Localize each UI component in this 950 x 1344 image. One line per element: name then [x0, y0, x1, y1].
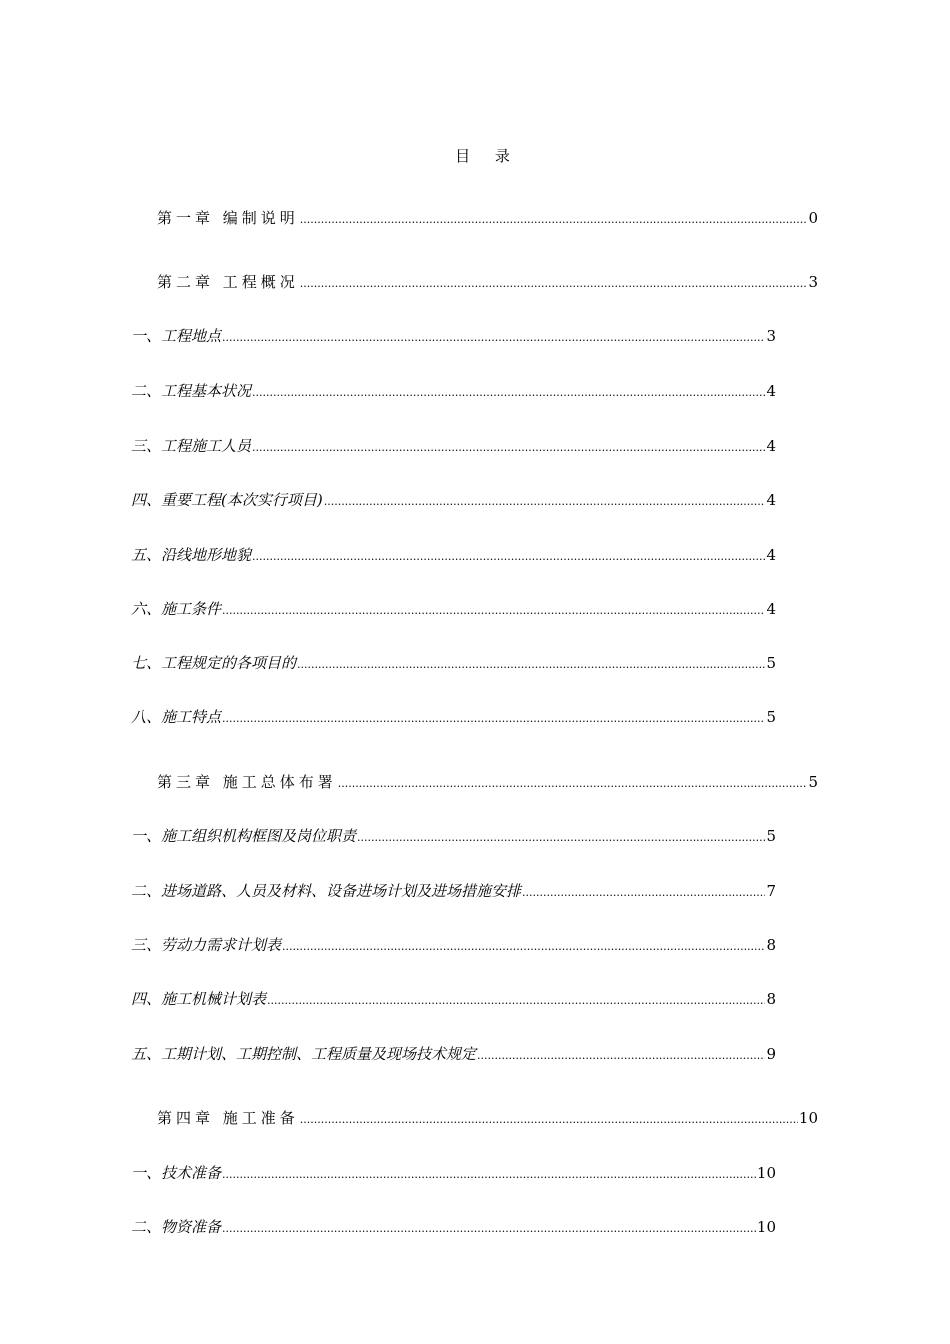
toc-section[interactable]	[131, 545, 776, 567]
toc-leader-dots	[222, 709, 765, 729]
toc-section[interactable]	[131, 1217, 776, 1239]
toc-entry-label: 第二章 工程概况	[157, 273, 299, 291]
toc-page-number: 5	[766, 654, 776, 672]
toc-leader-dots	[222, 1219, 756, 1239]
toc-entry-label: 六、施工条件	[131, 600, 222, 618]
toc-chapter-2[interactable]	[157, 272, 818, 294]
toc-leader-dots	[522, 883, 765, 903]
toc-page-number: 3	[766, 327, 776, 345]
toc-leader-dots	[477, 1046, 765, 1066]
toc-leader-dots	[222, 601, 765, 621]
toc-chapter-1[interactable]	[157, 208, 818, 230]
toc-leader-dots	[252, 383, 765, 403]
toc-entry-label: 四、施工机械计划表	[131, 990, 267, 1008]
toc-entry-label: 七、工程规定的各项目的	[131, 654, 297, 672]
toc-page-number: 9	[766, 1045, 776, 1063]
toc-page-number: 4	[766, 382, 776, 400]
toc-chapter-3[interactable]	[157, 772, 818, 794]
toc-page-number: 7	[766, 882, 776, 900]
toc-section[interactable]	[131, 490, 776, 512]
toc-entry-label: 五、沿线地形地貌	[131, 546, 252, 564]
toc-entry-label: 一、工程地点	[131, 327, 222, 345]
toc-section[interactable]	[131, 653, 776, 675]
toc-section[interactable]	[131, 326, 776, 348]
toc-section[interactable]	[131, 381, 776, 403]
toc-section[interactable]	[131, 707, 776, 729]
toc-page-number: 5	[766, 827, 776, 845]
toc-page-number: 0	[808, 209, 818, 227]
toc-leader-dots	[324, 492, 766, 512]
toc-page-number: 8	[766, 990, 776, 1008]
toc-leader-dots	[300, 274, 808, 294]
toc-entry-label: 二、物资准备	[131, 1218, 222, 1236]
toc-entry-label: 三、工程施工人员	[131, 437, 252, 455]
toc-leader-dots	[357, 828, 765, 848]
toc-page-number: 3	[808, 273, 818, 291]
toc-page-number: 8	[766, 936, 776, 954]
toc-entry-label: 三、劳动力需求计划表	[131, 936, 282, 954]
toc-page-number: 5	[766, 708, 776, 726]
toc-section[interactable]	[131, 989, 776, 1011]
toc-entry-label: 第一章 编制说明	[157, 209, 299, 227]
toc-entry-label: 第三章 施工总体布署	[157, 773, 337, 791]
toc-leader-dots	[282, 937, 765, 957]
toc-entry-label: 第四章 施工准备	[157, 1109, 299, 1127]
toc-entry-label: 八、施工特点	[131, 708, 222, 726]
toc-leader-dots	[297, 655, 765, 675]
page-title: 目 录	[455, 147, 520, 165]
toc-entry-label: 五、工期计划、工期控制、工程质量及现场技术规定	[131, 1045, 477, 1063]
toc-page-number: 10	[798, 1109, 818, 1127]
toc-leader-dots	[300, 210, 808, 230]
toc-page-number: 4	[766, 546, 776, 564]
toc-section[interactable]	[131, 1163, 776, 1185]
toc-entry-label: 一、技术准备	[131, 1164, 222, 1182]
toc-leader-dots	[252, 547, 765, 567]
toc-entry-label: 二、进场道路、人员及材料、设备进场计划及进场措施安排	[131, 882, 522, 900]
toc-entry-label: 二、工程基本状况	[131, 382, 252, 400]
toc-page-number: 4	[766, 437, 776, 455]
toc-section[interactable]	[131, 436, 776, 458]
toc-page-number: 4	[766, 600, 776, 618]
toc-leader-dots	[222, 1165, 756, 1185]
toc-page-number: 4	[766, 491, 776, 509]
toc-chapter-4[interactable]	[157, 1108, 818, 1130]
toc-page-number: 5	[808, 773, 818, 791]
toc-leader-dots	[267, 991, 765, 1011]
toc-entry-label: 四、重要工程(本次实行项目)	[131, 491, 323, 509]
toc-page-number: 10	[756, 1164, 776, 1182]
toc-section[interactable]	[131, 599, 776, 621]
toc-leader-dots	[252, 438, 765, 458]
toc-section[interactable]	[131, 881, 776, 903]
toc-leader-dots	[300, 1110, 798, 1130]
toc-page-number: 10	[756, 1218, 776, 1236]
toc-leader-dots	[338, 774, 808, 794]
toc-section[interactable]	[131, 1044, 776, 1066]
toc-section[interactable]	[131, 826, 776, 848]
toc-entry-label: 一、施工组织机构框图及岗位职责	[131, 827, 357, 845]
toc-leader-dots	[222, 328, 765, 348]
toc-section[interactable]	[131, 935, 776, 957]
